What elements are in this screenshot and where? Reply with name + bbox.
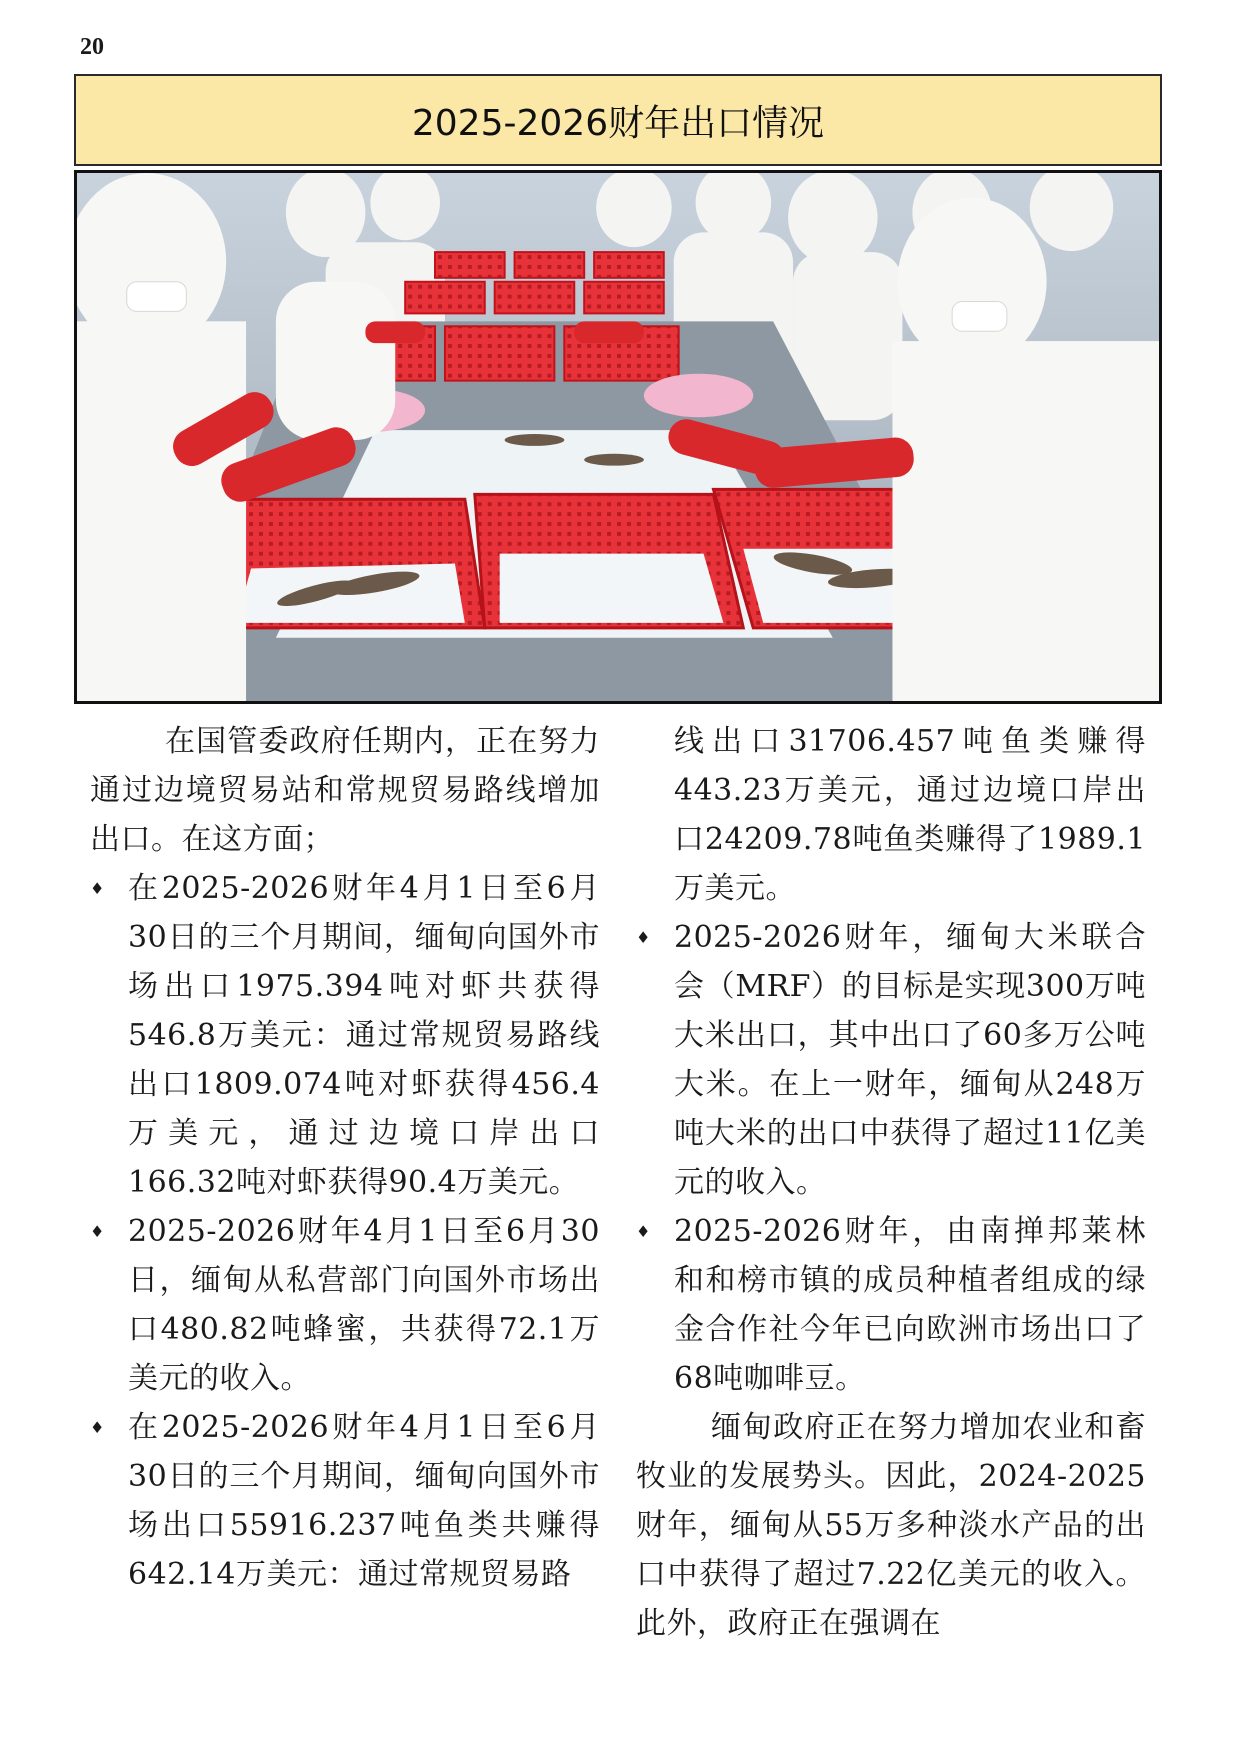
bullet-shrimp-export (90, 864, 600, 1207)
bullet-text: 在2025-2026财年4月1日至6月30日的三个月期间，缅甸向国外市场出口1975.394吨对虾共获得546.8万美元：通过常规贸易路线出口1809.074吨对虾获得456.4万美元，通过边境口岸出口166.32吨对虾获得90.4万美元。 (128, 871, 600, 1200)
bullet-diamond-icon: ♦ (90, 879, 105, 898)
bullet-coffee-export (636, 1207, 1146, 1403)
right-column (636, 717, 1146, 1648)
bullet-rice-export (636, 913, 1146, 1207)
closing-paragraph: 缅甸政府正在努力增加农业和畜牧业的发展势头。因此，2024-2025财年，缅甸从55万多种淡水产品的出口中获得了超过7.22亿美元的收入。此外，政府正在强调在 (636, 1410, 1146, 1641)
bullet-honey-export (90, 1207, 600, 1403)
bullet-text: 2025-2026财年，缅甸大米联合会（MRF）的目标是实现300万吨大米出口，其中出口了60多万公吨大米。在上一财年，缅甸从248万吨大米的出口中获得了超过11亿美元的收入。 (674, 920, 1146, 1200)
bullet-text: 2025-2026财年，由南掸邦莱林和和榜市镇的成员种植者组成的绿金合作社今年已向欧洲市场出口了68吨咖啡豆。 (674, 1214, 1146, 1396)
page-number: 20 (80, 34, 104, 60)
bullet-diamond-icon: ♦ (636, 928, 651, 947)
bullet-text: 2025-2026财年4月1日至6月30日，缅甸从私营部门向国外市场出口480.82吨蜂蜜，共获得72.1万美元的收入。 (128, 1214, 600, 1396)
bullet-text: 线出口31706.457吨鱼类赚得443.23万美元，通过边境口岸出口24209.78吨鱼类赚得了1989.1万美元。 (674, 724, 1146, 906)
bullet-fish-export-continued (636, 717, 1146, 913)
page-title: 2025-2026财年出口情况 (411, 102, 825, 144)
bullet-text: 在2025-2026财年4月1日至6月30日的三个月期间，缅甸向国外市场出口55916.237吨鱼类共赚得642.14万美元：通过常规贸易路 (128, 1410, 600, 1592)
shrimp-processing-photo (74, 170, 1162, 704)
bullet-fish-export (90, 1403, 600, 1599)
title-banner (74, 74, 1162, 166)
bullet-diamond-icon: ♦ (636, 1222, 651, 1241)
left-column (90, 717, 600, 1599)
bullet-diamond-icon: ♦ (90, 1222, 105, 1241)
bullet-diamond-icon: ♦ (90, 1418, 105, 1437)
intro-paragraph: 在国管委政府任期内，正在努力通过边境贸易站和常规贸易路线增加出口。在这方面； (90, 724, 600, 857)
photo-illustration (77, 173, 1159, 701)
